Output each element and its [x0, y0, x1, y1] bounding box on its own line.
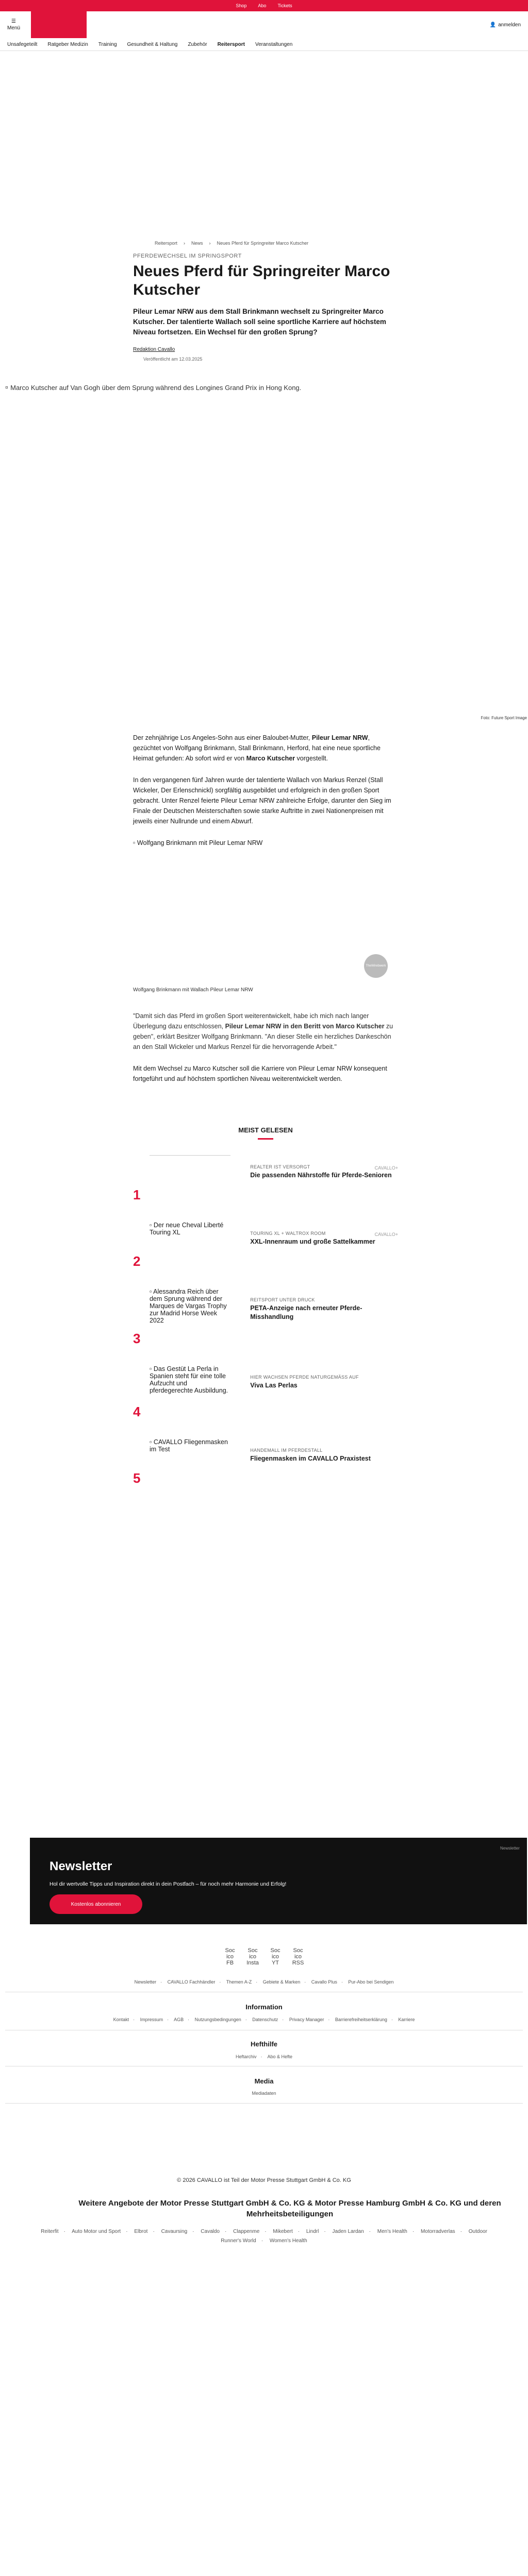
- list-item[interactable]: [133, 1155, 398, 1222]
- further-offers-title: Weitere Angebote der Motor Presse Stuttgart GmbH & Co. KG & Motor Presse Hamburg GmbH & Co. KG und deren Mehrheitsbeteiligungen: [78, 2199, 501, 2218]
- subscribe-button[interactable]: Kostenlos abonnieren: [50, 1894, 142, 1914]
- menu-button[interactable]: ☰ Menü: [7, 19, 21, 31]
- paragraph: "Damit sich das Pferd im großen Sport weiterentwickelt, habe ich mich nach langer Überlegung dazu entschlossen, Pileur Lemar NRW in den Beritt von Marco Kutscher zu geben", erklärt Besitzer Wolfgang Brinkmann. "An dieser Stelle ein herzliches Dankeschön an den Stall Wickeler und Markus Renzel für die hervorragende Arbeit.": [133, 1012, 393, 1050]
- teaser-kicker: HIER WACHSEN PFERDE NATURGEMÄSS AUF: [250, 1375, 359, 1380]
- teaser-title[interactable]: XXL-Innenraum und große Sattelkammer: [250, 1238, 375, 1245]
- footer-link[interactable]: Cavallo Plus: [311, 1979, 337, 1985]
- published-date: Veröffentlicht am 12.03.2025: [143, 357, 203, 362]
- topbar-link-abo[interactable]: Abo: [258, 3, 267, 8]
- footer-heading-help: Hefthilfe: [251, 2040, 277, 2048]
- facebook-icon[interactable]: Soc ico FB: [225, 1947, 235, 1966]
- footer-links-media: [0, 2091, 528, 2096]
- nav-item-active[interactable]: Reitersport: [217, 41, 245, 47]
- article-thumbnail: [150, 1155, 230, 1207]
- article-body: [133, 733, 398, 1084]
- list-item[interactable]: [133, 1438, 398, 1505]
- site-header: [0, 11, 528, 38]
- copyright: © 2026 CAVALLO ist Teil der Motor Presse Stuttgart GmbH & Co. KG: [177, 2177, 351, 2183]
- brand-link[interactable]: Clappenme: [233, 2229, 260, 2234]
- instagram-icon[interactable]: Soc ico Insta: [246, 1947, 259, 1966]
- youtube-icon[interactable]: Soc ico YT: [270, 1947, 280, 1966]
- image-caption: Wolfgang Brinkmann mit Wallach Pileur Lemar NRW: [133, 987, 253, 993]
- breadcrumb-item[interactable]: Reitersport: [155, 241, 178, 246]
- rank-number: 3: [133, 1331, 141, 1346]
- teaser-kicker: HANDEMALL IM PFERDESTALL: [250, 1448, 323, 1453]
- article-kicker: PFERDEWECHSEL IM SPRINGSPORT: [133, 253, 242, 259]
- footer-link[interactable]: Barrierefreiheitserklärung: [335, 2017, 387, 2022]
- breadcrumb-current: Neues Pferd für Springreiter Marco Kutscher: [217, 241, 309, 246]
- footer-link[interactable]: Heftarchiv: [235, 2054, 257, 2059]
- photo-badge: TheWirebwerk: [364, 954, 388, 978]
- brand-link[interactable]: Jaden Lardan: [332, 2229, 364, 2234]
- footer-links-main: Newsletter · CAVALLO Fachhändler · Themen A-Z · Gebiete & Marken · Cavallo Plus · Pur-Abo bei Sendigen: [134, 1979, 394, 1985]
- article-thumbnail: ▫ Alessandra Reich über dem Sprung während der Marques de Vargas Trophy zur Madrid Horse Week 2022: [149, 1288, 227, 1324]
- inline-image: [133, 838, 398, 978]
- breadcrumb: Reitersport › News › Neues Pferd für Springreiter Marco Kutscher: [155, 241, 309, 246]
- newsletter-title: Newsletter: [50, 1859, 112, 1873]
- nav-item[interactable]: Training: [98, 41, 117, 47]
- most-read: [133, 1126, 398, 1505]
- footer-link[interactable]: Impressum: [140, 2017, 163, 2022]
- brand-link[interactable]: Lindrl: [306, 2229, 319, 2234]
- article-thumbnail: ▫ CAVALLO Fliegenmasken im Test: [149, 1438, 228, 1453]
- footer-heading-media: Media: [254, 2077, 274, 2085]
- main-nav: [0, 38, 528, 51]
- rank-number: 2: [133, 1253, 141, 1269]
- article-thumbnail: ▫ Das Gestüt La Perla in Spanien steht für eine tolle Aufzucht und pferdegerechte Ausbildung.: [149, 1365, 228, 1394]
- top-bar: [0, 0, 528, 11]
- paragraph: In den vergangenen fünf Jahren wurde der talentierte Wallach von Markus Renzel (Stall Wickeler, Der Erlenschnickl) sorgfältig ausgebildet und erfolgreich in den großen Sport gebracht. Unter Renzel feierte Pileur Lemar NRW zahlreiche Erfolge, darunter den Sieg im Finale der Deutschen Meisterschaften sowie starke Auftritte in zwei Nationenpreisen mit jeweils einer Nullrunde und einem Abwurf.: [133, 776, 391, 825]
- teaser-title[interactable]: Die passenden Nährstoffe für Pferde-Senioren: [250, 1172, 392, 1179]
- nav-item[interactable]: Veranstaltungen: [255, 41, 293, 47]
- rank-number: 4: [133, 1404, 141, 1419]
- list-item[interactable]: [133, 1365, 398, 1438]
- page-title: Neues Pferd für Springreiter Marco Kutscher: [133, 263, 390, 298]
- login-button[interactable]: 👤 anmelden: [489, 22, 521, 28]
- footer-link[interactable]: Themen A-Z: [226, 1979, 252, 1985]
- brand-link[interactable]: Elbrot: [134, 2229, 148, 2234]
- brand-link[interactable]: Cavaursing: [161, 2229, 188, 2234]
- title-underline: [258, 1138, 273, 1140]
- plus-badge: CAVALLO+: [374, 1232, 398, 1237]
- rank-number: 1: [133, 1187, 141, 1202]
- teaser-title[interactable]: PETA-Anzeige nach erneuter Pferde-Misshandlung: [250, 1304, 362, 1320]
- inline-image-alt: Wolfgang Brinkmann mit Pileur Lemar NRW: [137, 839, 263, 846]
- nav-item[interactable]: Zubehör: [188, 41, 207, 47]
- footer-link[interactable]: CAVALLO Fachhändler: [167, 1979, 216, 1985]
- footer-heading-info: Information: [245, 2003, 283, 2011]
- footer-link[interactable]: Privacy Manager: [289, 2017, 324, 2022]
- topbar-link-shop[interactable]: Shop: [236, 3, 247, 8]
- footer-link[interactable]: AGB: [174, 2017, 184, 2022]
- broken-image-icon: ▫: [5, 383, 8, 392]
- nav-item[interactable]: Gesundheit & Haltung: [127, 41, 178, 47]
- footer-links-help: Heftarchiv · Abo & Hefte: [235, 2054, 293, 2059]
- article-lead: Pileur Lemar NRW aus dem Stall Brinkmann wechselt zu Springreiter Marco Kutscher. Der talentierte Wallach soll seine sportliche Karriere auf höchstem Niveau fortsetzen. Ein Wechsel für den großen Sprung?: [133, 308, 386, 336]
- brand-link[interactable]: Runner's World: [221, 2238, 256, 2244]
- list-item[interactable]: [133, 1222, 398, 1288]
- footer-link[interactable]: Pur-Abo bei Sendigen: [348, 1979, 394, 1985]
- brand-link[interactable]: Auto Motor und Sport: [72, 2229, 121, 2234]
- rss-icon[interactable]: Soc ico RSS: [292, 1947, 304, 1966]
- brand-link[interactable]: Men's Health: [377, 2229, 407, 2234]
- brand-link[interactable]: Outdoor: [468, 2229, 487, 2234]
- paragraph: Mit dem Wechsel zu Marco Kutscher soll die Karriere von Pileur Lemar NRW konsequent fortgeführt und auf höchstem sportlichen Niveau weiterentwickelt werden.: [133, 1065, 387, 1082]
- rank-number: 5: [133, 1470, 141, 1486]
- newsletter-icon: Newsletter: [500, 1846, 520, 1851]
- newsletter-box: [30, 1838, 527, 1924]
- footer-links-info: Kontakt · Impressum · AGB · Nutzungsbedingungen · Datenschutz · Privacy Manager · Barrierefreiheitserklärung · Karriere: [113, 2017, 415, 2022]
- paragraph: Der zehnjährige Los Angeles-Sohn aus einer Baloubet-Mutter, Pileur Lemar NRW, gezüchtet von Wolfgang Brinkmann, Stall Brinkmann, Herford, hat eine neue sportliche Heimat gefunden: Ab sofort wird er von Marco Kutscher vorgestellt.: [133, 734, 381, 762]
- breadcrumb-item[interactable]: News: [191, 241, 203, 246]
- footer-link[interactable]: Nutzungsbedingungen: [194, 2017, 241, 2022]
- hero-credit: Foto: Future Sport Image: [481, 716, 527, 720]
- teaser-title[interactable]: Viva Las Perlas: [250, 1382, 298, 1389]
- brand-links: Reiterfit · Auto Motor und Sport · Elbrot · Cavaursing · Cavaldo · Clappenme · Mikebert · Lindrl · Jaden Lardan · Men's Health · Motorradverlas · Outdoor Runner's World · Women's Health: [41, 2229, 487, 2244]
- list-item[interactable]: [133, 1288, 398, 1365]
- teaser-title[interactable]: Fliegenmasken im CAVALLO Praxistest: [250, 1455, 371, 1462]
- footer-link[interactable]: Newsletter: [134, 1979, 157, 1985]
- brand-link[interactable]: Motorradverlas: [420, 2229, 455, 2234]
- footer-link[interactable]: Abo & Hefte: [267, 2054, 293, 2059]
- teaser-kicker: REALTER IST VERSORGT: [250, 1164, 310, 1170]
- footer-link[interactable]: Mediadaten: [252, 2091, 276, 2096]
- topbar-link-tickets[interactable]: Tickets: [277, 3, 292, 8]
- brand-link[interactable]: Mikebert: [273, 2229, 293, 2234]
- plus-badge: CAVALLO+: [374, 1165, 398, 1171]
- social-links: [0, 1947, 528, 1966]
- site-logo[interactable]: [31, 11, 87, 38]
- nav-item[interactable]: Ratgeber Medizin: [47, 41, 88, 47]
- hamburger-icon: ☰: [11, 19, 16, 24]
- hero-image: [5, 383, 527, 720]
- footer-link[interactable]: Kontakt: [113, 2017, 129, 2022]
- footer-link[interactable]: Datenschutz: [252, 2017, 278, 2022]
- broken-image-icon: ▫: [133, 839, 136, 846]
- newsletter-text: Hol dir wertvolle Tipps und Inspiration direkt in dein Postfach – für noch mehr Harmonie und Erfolg!: [50, 1881, 287, 1887]
- teaser-kicker: REITSPORT UNTER DRUCK: [250, 1297, 315, 1302]
- footer-link[interactable]: Gebiete & Marken: [262, 1979, 301, 1985]
- author-link[interactable]: Redaktion Cavallo: [133, 347, 175, 352]
- divider: [5, 2103, 523, 2104]
- article-thumbnail: ▫ Der neue Cheval Liberté Touring XL: [149, 1222, 224, 1236]
- footer-link[interactable]: Karriere: [398, 2017, 415, 2022]
- most-read-title: MEIST GELESEN: [238, 1126, 293, 1134]
- teaser-kicker: TOURING XL + WALTROX ROOM: [250, 1231, 326, 1236]
- hero-image-alt: Marco Kutscher auf Van Gogh über dem Sprung während des Longines Grand Prix in Hong Kong.: [10, 384, 302, 392]
- user-icon: 👤: [489, 22, 497, 28]
- nav-item[interactable]: Unsafegeteilt: [7, 41, 38, 47]
- brand-link[interactable]: Women's Health: [269, 2238, 307, 2244]
- brand-link[interactable]: Reiterfit: [41, 2229, 59, 2234]
- brand-link[interactable]: Cavaldo: [201, 2229, 220, 2234]
